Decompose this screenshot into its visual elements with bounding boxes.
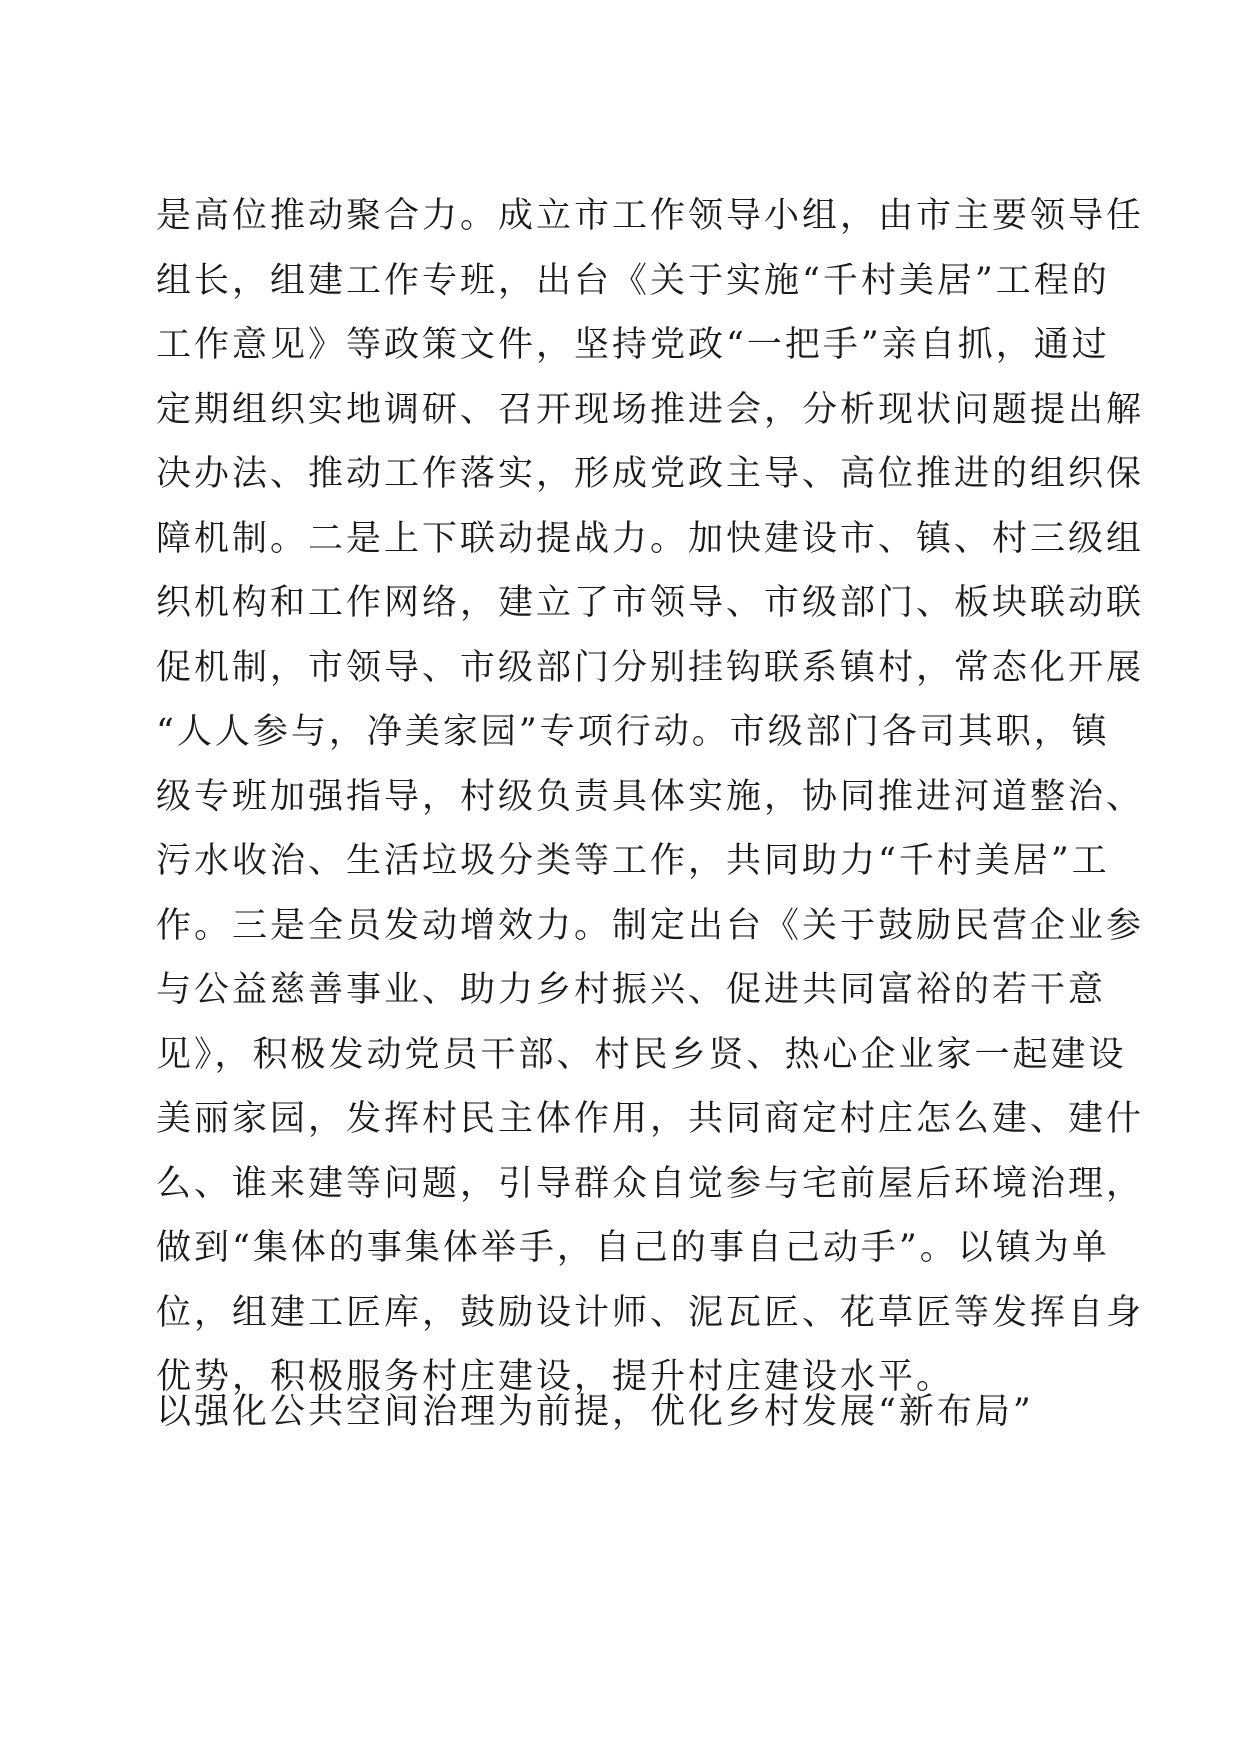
paragraph-line: 织机构和工作网络，建立了市领导、市级部门、板块联动联 [156, 583, 1145, 623]
paragraph-line: 污水收治、生活垃圾分类等工作，共同助力“千村美居”工 [156, 841, 1110, 881]
paragraph-line: 做到“集体的事集体举手，自己的事自己动手”。以镇为单 [156, 1228, 1110, 1268]
paragraph-line: 障机制。二是上下联动提战力。加快建设市、镇、村三级组 [156, 518, 1145, 559]
paragraph-line: 是高位推动聚合力。成立市工作领导小组，由市主要领导任 [156, 196, 1145, 236]
paragraph-line: 么、谁来建等问题，引导群众自觉参与宅前屋后环境治理， [156, 1163, 1145, 1204]
paragraph-line: “人人参与，净美家园”专项行动。市级部门各司其职，镇 [156, 712, 1110, 752]
paragraph-line: 工作意见》等政策文件，坚持党政“一把手”亲自抓，通过 [156, 325, 1110, 365]
paragraph-line: 决办法、推动工作落实，形成党政主导、高位推进的组织保 [156, 454, 1145, 494]
paragraph-line: 促机制，市领导、市级部门分别挂钩联系镇村，常态化开展 [156, 647, 1145, 688]
paragraph-line: 组长，组建工作专班，出台《关于实施“千村美居”工程的 [156, 260, 1110, 301]
paragraph-line: 与公益慈善事业、助力乡村振兴、促进共同富裕的若干意 [156, 970, 1107, 1010]
paragraph-line: 位，组建工匠库，鼓励设计师、泥瓦匠、花草匠等发挥自身 [156, 1292, 1145, 1333]
paragraph-line: 定期组织实地调研、召开现场推进会，分析现状问题提出解 [156, 389, 1145, 430]
paragraph-line: 美丽家园，发挥村民主体作用，共同商定村庄怎么建、建什 [156, 1099, 1145, 1139]
paragraph-line: 级专班加强指导，村级负责具体实施，协同推进河道整治、 [156, 776, 1145, 817]
body-paragraph [156, 184, 1145, 1410]
section-heading: 以强化公共空间治理为前提，优化乡村发展“新布局” [156, 1392, 1034, 1432]
paragraph-line: 作。三是全员发动增效力。制定出台《关于鼓励民营企业参 [156, 905, 1145, 946]
paragraph-line: 优势，积极服务村庄建设，提升村庄建设水平。 [156, 1357, 955, 1397]
paragraph-line: 见》，积极发动党员干部、村民乡贤、热心企业家一起建设 [156, 1034, 1127, 1075]
